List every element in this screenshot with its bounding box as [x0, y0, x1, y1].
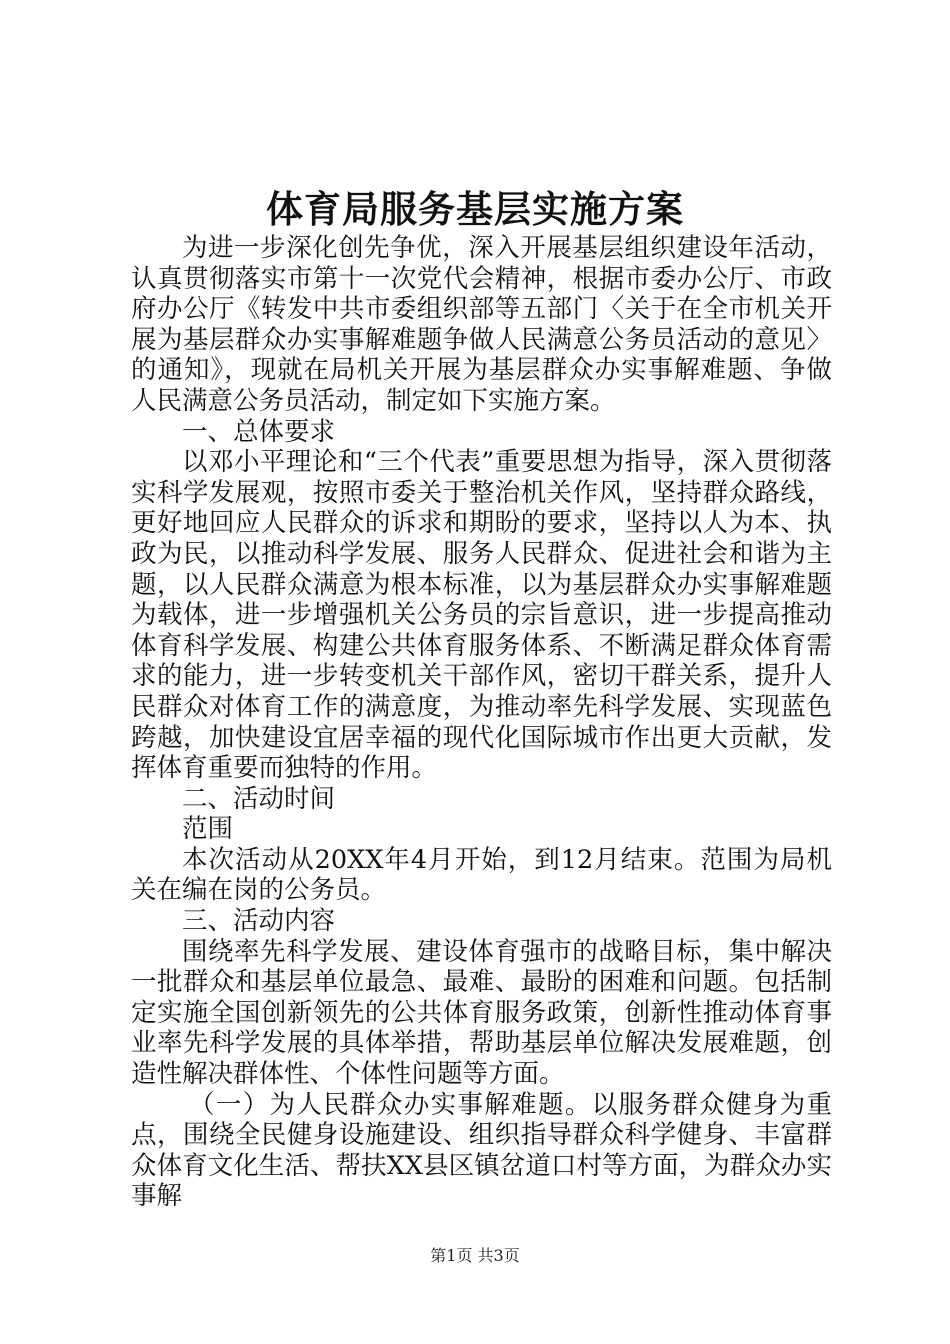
- document-title: 体育局服务基层实施方案: [266, 187, 684, 231]
- section-heading-activity-time: 二、活动时间: [182, 783, 336, 814]
- section-heading-scope: 范围: [182, 814, 234, 845]
- subsection-paragraph-1: （一）为人民群众办实事解难题。以服务群众健身为重点，围绕全民健身设施建设、组织指导群众科学健身、丰富群众体育文化生活、帮扶XX县区镇岔道口村等方面，为群众办实事解: [131, 1089, 832, 1212]
- section-heading-general-requirements: 一、总体要求: [182, 416, 336, 447]
- section-heading-activity-content: 三、活动内容: [182, 906, 336, 937]
- activity-time-paragraph: 本次活动从20XX年4月开始，到12月结束。范围为局机关在编在岗的公务员。: [131, 844, 832, 906]
- page-number-footer: 第1页 共3页: [430, 1246, 520, 1265]
- intro-paragraph: 为进一步深化创先争优，深入开展基层组织建设年活动，认真贯彻落实市第十一次党代会精神，根据市委办公厅、市政府办公厅《转发中共市委组织部等五部门〈关于在全市机关开展为基层群众办实事解难题争做人民满意公务员活动的意见〉的通知》，现就在局机关开展为基层群众办实事解难题、争做人民满意公务员活动，制定如下实施方案。: [131, 233, 832, 416]
- document-body: [131, 233, 832, 1212]
- general-requirements-paragraph: 以邓小平理论和“三个代表”重要思想为指导，深入贯彻落实科学发展观，按照市委关于整治机关作风，坚持群众路线，更好地回应人民群众的诉求和期盼的要求，坚持以人为本、执政为民，以推动科学发展、服务人民群众、促进社会和谐为主题，以人民群众满意为根本标准，以为基层群众办实事解难题为载体，进一步增强机关公务员的宗旨意识，进一步提高推动体育科学发展、构建公共体育服务体系、不断满足群众体育需求的能力，进一步转变机关干部作风，密切干群关系，提升人民群众对体育工作的满意度，为推动率先科学发展、实现蓝色跨越，加快建设宜居幸福的现代化国际城市作出更大贡献，发挥体育重要而独特的作用。: [131, 447, 832, 784]
- activity-content-paragraph: 围绕率先科学发展、建设体育强市的战略目标，集中解决一批群众和基层单位最急、最难、最盼的困难和问题。包括制定实施全国创新领先的公共体育服务政策，创新性推动体育事业率先科学发展的具体举措，帮助基层单位解决发展难题，创造性解决群体性、个体性问题等方面。: [131, 936, 832, 1090]
